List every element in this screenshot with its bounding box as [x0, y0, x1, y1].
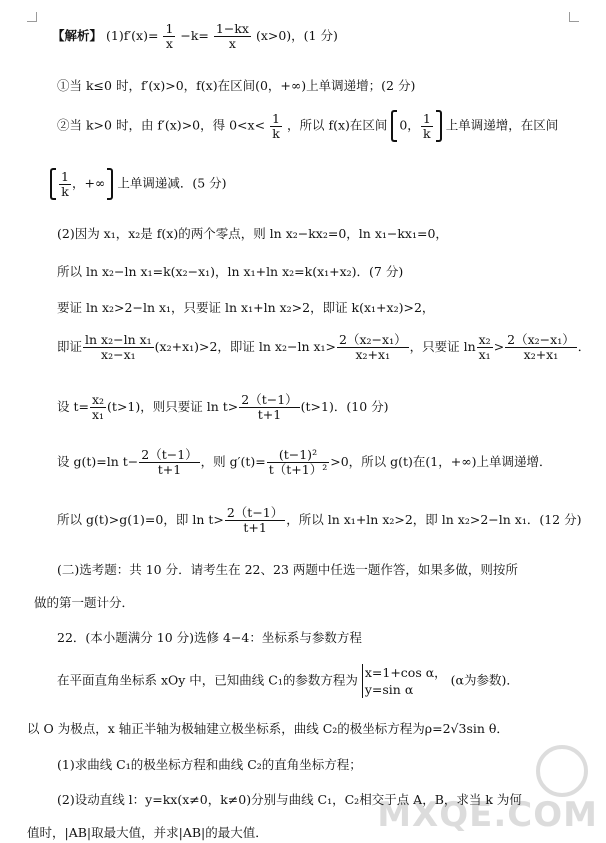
fraction-1-over-k	[270, 112, 282, 141]
fraction-denominator: k	[423, 125, 431, 141]
fraction-numerator: ln x₂−ln x₁	[85, 332, 152, 347]
fraction-1-minus-kx-over-x	[214, 22, 251, 51]
part2-line-4	[57, 333, 590, 362]
parametric-eq-x: x=1+cos α，	[364, 665, 447, 680]
fraction-denominator: t+1	[243, 520, 267, 535]
fraction-numerator: 1−kx	[215, 21, 249, 36]
fraction-denominator: x₂+x₁	[355, 347, 391, 362]
fraction-numerator: 2（t−1）	[141, 447, 198, 462]
fraction-denominator: x₁	[478, 347, 491, 362]
fraction-numerator: 1	[422, 110, 431, 126]
text-segment: 即证	[57, 339, 83, 354]
fraction-numerator: x₂	[478, 332, 491, 347]
question-22-sub-1: (1)求曲线 C₁的极坐标方程和曲线 C₂的直角坐标方程；	[57, 757, 362, 772]
part1-prefix: (1)f′(x)=	[106, 28, 159, 43]
case2-text-b: ，所以 f(x)在区间	[286, 117, 388, 133]
part2-line-6	[57, 448, 552, 477]
fraction	[267, 448, 329, 477]
page-corner-mark-left	[27, 12, 37, 22]
text-segment: ，只要证 ln	[409, 339, 476, 354]
text-segment: (α为参数)．	[450, 672, 519, 688]
fraction-numerator: 1	[272, 110, 280, 126]
text-segment: (x₂+x₁)>2，即证 ln x₂−ln x₁>	[154, 339, 337, 354]
fraction	[337, 333, 409, 362]
page-corner-mark-right	[569, 12, 579, 22]
fraction	[139, 448, 199, 477]
fraction-denominator: x₂+x₁	[523, 347, 559, 362]
text-segment: ．	[577, 339, 591, 354]
fraction	[225, 506, 285, 535]
right-paren	[107, 168, 113, 200]
fraction	[505, 333, 577, 362]
part2-line-3: 要证 ln x₂>2−ln x₁，只要证 ln x₁+ln x₂>2，即证 k(x₁+x₂)>2，	[57, 300, 435, 315]
fraction-denominator: k	[272, 125, 280, 141]
case2b-line	[50, 168, 227, 200]
text-segment: ，所以 ln x₁+ln x₂>2，即 ln x₂>2−ln x₁．(12 分)	[286, 512, 582, 527]
solution-header	[52, 22, 338, 51]
elective-line-2: 做的第一题计分．	[34, 595, 135, 610]
fraction-numerator: 1	[61, 168, 69, 184]
fraction-denominator: t（t+1）²	[268, 462, 328, 477]
question-22-line-1	[57, 664, 519, 698]
fraction-denominator: x₂−x₁	[101, 347, 136, 362]
right-paren	[436, 110, 442, 142]
text-segment: 所以 g(t)>g(1)=0，即 ln t>	[57, 512, 224, 527]
question-22-sub-2-cont: 值时，|AB|取最大值，并求|AB|的最大值．	[27, 825, 268, 840]
case2-text-a: ②当 k>0 时，由 f′(x)>0，得 0<x<	[57, 117, 266, 133]
part2-line-5	[57, 393, 389, 422]
interval-zero: 0，	[399, 117, 420, 133]
fraction-1-over-x	[163, 22, 175, 51]
text-segment: (t>1)．(10 分)	[300, 399, 389, 414]
part2-line-7	[57, 506, 581, 535]
fraction	[83, 333, 154, 362]
fraction	[477, 333, 493, 362]
solution-label: 【解析】	[52, 28, 103, 43]
fraction-numerator: 2（t−1）	[241, 392, 298, 407]
text-segment: 设 g(t)=ln t−	[57, 454, 139, 469]
fraction-1-over-k	[421, 112, 433, 141]
watermark-text: MXQE.COM	[377, 795, 598, 835]
fraction	[90, 393, 106, 422]
part2-line-1: (2)因为 x₁，x₂是 f(x)的两个零点，则 ln x₂−kx₂=0，ln x₁−kx₁=0，	[57, 226, 448, 241]
text-segment: >	[493, 339, 505, 354]
text-segment: >0，所以 g(t)在(1，+∞)上单调递增．	[330, 454, 552, 469]
parametric-system	[362, 664, 447, 698]
fraction-denominator: x	[165, 36, 173, 51]
fraction-1-over-k	[59, 170, 71, 199]
text-segment: ，则 g′(t)=	[200, 454, 266, 469]
fraction-denominator: x	[228, 36, 236, 51]
text-segment: 在平面直角坐标系 xOy 中，已知曲线 C₁的参数方程为	[57, 672, 358, 688]
fraction-numerator: 2（t−1）	[226, 505, 284, 520]
case2-line	[57, 110, 558, 142]
case2-text-c: 上单调递增，在区间	[445, 117, 559, 133]
fraction	[239, 393, 299, 422]
minus-k-eq: −k=	[180, 28, 209, 43]
fraction-denominator: x₁	[91, 407, 105, 422]
text-segment: (t>1)，则只要证 ln t>	[107, 399, 239, 414]
fraction-numerator: 2（x₂−x₁）	[339, 332, 407, 347]
fraction-denominator: t+1	[157, 462, 182, 477]
question-22-sub-2: (2)设动直线 l：y=kx(x≠0，k≠0)分别与曲线 C₁，C₂相交于点 A，B，求当 k 为何	[57, 792, 522, 807]
domain-note: (x>0)，(1 分)	[255, 28, 338, 43]
question-22-line-2: 以 O 为极点，x 轴正半轴为极轴建立极坐标系，曲线 C₂的极坐标方程为ρ=2√3sin θ．	[27, 721, 509, 736]
part2-line-2: 所以 ln x₂−ln x₁=k(x₂−x₁)，ln x₁+ln x₂=k(x₁+x₂)．(7 分)	[57, 264, 404, 279]
fraction-denominator: t+1	[257, 407, 282, 422]
left-paren	[50, 168, 56, 200]
case1-line: ①当 k≤0 时，f′(x)>0，f(x)在区间(0，+∞)上单调递增；(2 分)	[57, 78, 416, 93]
parametric-eq-y: y=sin α	[364, 682, 414, 697]
case2b-tail: 上单调递减．(5 分)	[117, 175, 227, 191]
elective-line-1: (二)选考题：共 10 分．请考生在 22、23 两题中任选一题作答，如果多做，则按所	[57, 562, 518, 577]
fraction-numerator: 2（x₂−x₁）	[507, 332, 575, 347]
interval-infinity: ，+∞	[71, 175, 106, 191]
fraction-numerator: (t−1)²	[267, 448, 329, 463]
watermark-circle	[536, 745, 588, 797]
fraction-numerator: 1	[165, 21, 174, 36]
fraction-denominator: k	[61, 183, 69, 199]
fraction-numerator: x₂	[91, 392, 105, 407]
question-22-title: 22．(本小题满分 10 分)选修 4−4：坐标系与参数方程	[57, 630, 362, 645]
left-paren	[391, 110, 397, 142]
text-segment: 设 t=	[57, 399, 89, 414]
